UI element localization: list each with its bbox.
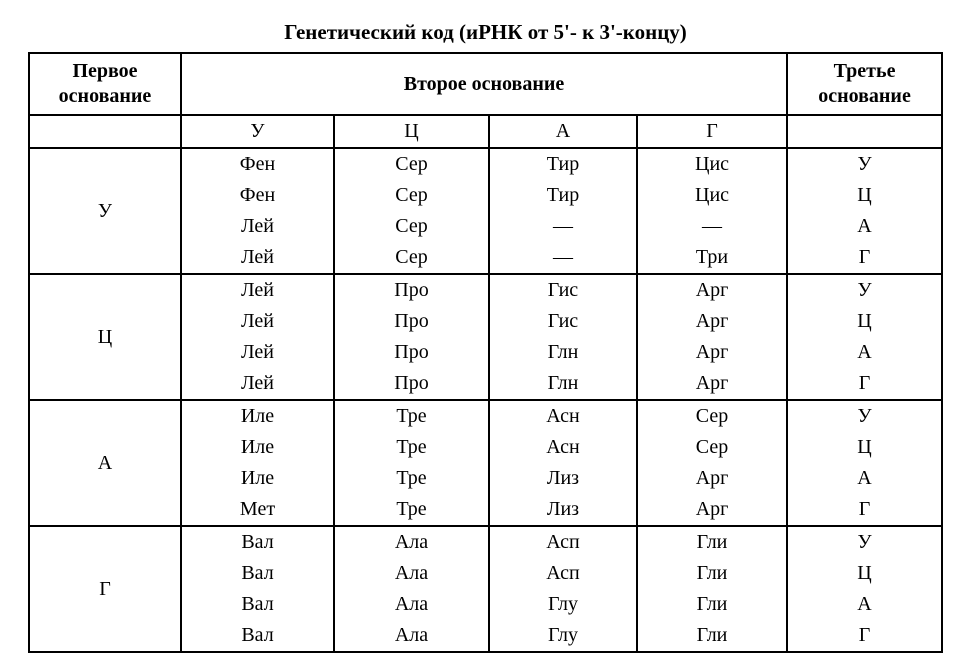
amino-acid-cell: Арг xyxy=(637,463,787,494)
third-base-cell: У xyxy=(787,274,942,306)
amino-acid-cell: Про xyxy=(334,306,489,337)
amino-acid-cell: Иле xyxy=(181,432,334,463)
amino-acid-cell: Три xyxy=(637,242,787,274)
third-base-cell: Ц xyxy=(787,432,942,463)
amino-acid-cell: Глн xyxy=(489,368,637,400)
amino-acid-cell: Мет xyxy=(181,494,334,526)
amino-acid-cell: Сер xyxy=(334,148,489,180)
amino-acid-cell: Иле xyxy=(181,463,334,494)
amino-acid-cell: Вал xyxy=(181,558,334,589)
third-base-cell: Ц xyxy=(787,558,942,589)
genetic-code-table xyxy=(28,52,943,653)
amino-acid-cell: Цис xyxy=(637,148,787,180)
amino-acid-cell: Лей xyxy=(181,274,334,306)
header-second-base: Второе основание xyxy=(181,53,787,115)
amino-acid-cell: Ала xyxy=(334,589,489,620)
subheader-base-g: Г xyxy=(637,115,787,148)
amino-acid-cell: Про xyxy=(334,368,489,400)
amino-acid-cell: Вал xyxy=(181,620,334,652)
table-row xyxy=(29,274,942,306)
amino-acid-cell: Тир xyxy=(489,148,637,180)
amino-acid-cell: Арг xyxy=(637,494,787,526)
amino-acid-cell: Тир xyxy=(489,180,637,211)
table-row xyxy=(29,526,942,558)
amino-acid-cell: Гис xyxy=(489,274,637,306)
amino-acid-cell: Арг xyxy=(637,368,787,400)
table-body xyxy=(29,148,942,652)
amino-acid-cell: — xyxy=(489,211,637,242)
amino-acid-cell: Цис xyxy=(637,180,787,211)
amino-acid-cell: Глу xyxy=(489,620,637,652)
page-title: Генетический код (иРНК от 5'- к 3'-концу) xyxy=(284,20,687,44)
third-base-cell: А xyxy=(787,589,942,620)
subheader-empty-right xyxy=(787,115,942,148)
subheader-base-a: А xyxy=(489,115,637,148)
first-base-cell: Г xyxy=(29,526,181,652)
amino-acid-cell: Лиз xyxy=(489,494,637,526)
header-third-base: Третье основание xyxy=(787,53,942,115)
amino-acid-cell: Сер xyxy=(334,211,489,242)
amino-acid-cell: Вал xyxy=(181,589,334,620)
amino-acid-cell: Лей xyxy=(181,242,334,274)
amino-acid-cell: Про xyxy=(334,337,489,368)
amino-acid-cell: Тре xyxy=(334,494,489,526)
amino-acid-cell: Асп xyxy=(489,526,637,558)
amino-acid-cell: Ала xyxy=(334,558,489,589)
first-base-cell: Ц xyxy=(29,274,181,400)
amino-acid-cell: Вал xyxy=(181,526,334,558)
amino-acid-cell: Гли xyxy=(637,558,787,589)
amino-acid-cell: Гли xyxy=(637,589,787,620)
table-row xyxy=(29,400,942,432)
subheader-base-c: Ц xyxy=(334,115,489,148)
amino-acid-cell: Фен xyxy=(181,180,334,211)
amino-acid-cell: Глн xyxy=(489,337,637,368)
table-header xyxy=(29,53,942,148)
amino-acid-cell: Асп xyxy=(489,558,637,589)
amino-acid-cell: Сер xyxy=(334,242,489,274)
amino-acid-cell: Тре xyxy=(334,400,489,432)
third-base-cell: Г xyxy=(787,368,942,400)
table-row xyxy=(29,148,942,180)
amino-acid-cell: Тре xyxy=(334,463,489,494)
amino-acid-cell: Лей xyxy=(181,306,334,337)
third-base-cell: Г xyxy=(787,242,942,274)
amino-acid-cell: Асн xyxy=(489,400,637,432)
third-base-cell: Г xyxy=(787,494,942,526)
amino-acid-cell: — xyxy=(637,211,787,242)
subheader-empty-left xyxy=(29,115,181,148)
third-base-cell: А xyxy=(787,211,942,242)
amino-acid-cell: Лей xyxy=(181,368,334,400)
header-row xyxy=(29,53,942,115)
amino-acid-cell: Арг xyxy=(637,274,787,306)
third-base-cell: А xyxy=(787,463,942,494)
amino-acid-cell: Асн xyxy=(489,432,637,463)
amino-acid-cell: Сер xyxy=(637,432,787,463)
amino-acid-cell: Ала xyxy=(334,526,489,558)
amino-acid-cell: Иле xyxy=(181,400,334,432)
first-base-cell: У xyxy=(29,148,181,274)
third-base-cell: Ц xyxy=(787,180,942,211)
subheader-row xyxy=(29,115,942,148)
subheader-base-u: У xyxy=(181,115,334,148)
third-base-cell: Г xyxy=(787,620,942,652)
third-base-cell: А xyxy=(787,337,942,368)
header-first-base: Первое основание xyxy=(29,53,181,115)
amino-acid-cell: Гли xyxy=(637,526,787,558)
third-base-cell: У xyxy=(787,400,942,432)
amino-acid-cell: Сер xyxy=(637,400,787,432)
amino-acid-cell: Арг xyxy=(637,306,787,337)
amino-acid-cell: Ала xyxy=(334,620,489,652)
amino-acid-cell: Про xyxy=(334,274,489,306)
amino-acid-cell: Гис xyxy=(489,306,637,337)
amino-acid-cell: Гли xyxy=(637,620,787,652)
amino-acid-cell: Лиз xyxy=(489,463,637,494)
third-base-cell: Ц xyxy=(787,306,942,337)
third-base-cell: У xyxy=(787,526,942,558)
first-base-cell: А xyxy=(29,400,181,526)
amino-acid-cell: — xyxy=(489,242,637,274)
amino-acid-cell: Тре xyxy=(334,432,489,463)
amino-acid-cell: Лей xyxy=(181,211,334,242)
amino-acid-cell: Лей xyxy=(181,337,334,368)
third-base-cell: У xyxy=(787,148,942,180)
amino-acid-cell: Фен xyxy=(181,148,334,180)
amino-acid-cell: Глу xyxy=(489,589,637,620)
amino-acid-cell: Арг xyxy=(637,337,787,368)
amino-acid-cell: Сер xyxy=(334,180,489,211)
